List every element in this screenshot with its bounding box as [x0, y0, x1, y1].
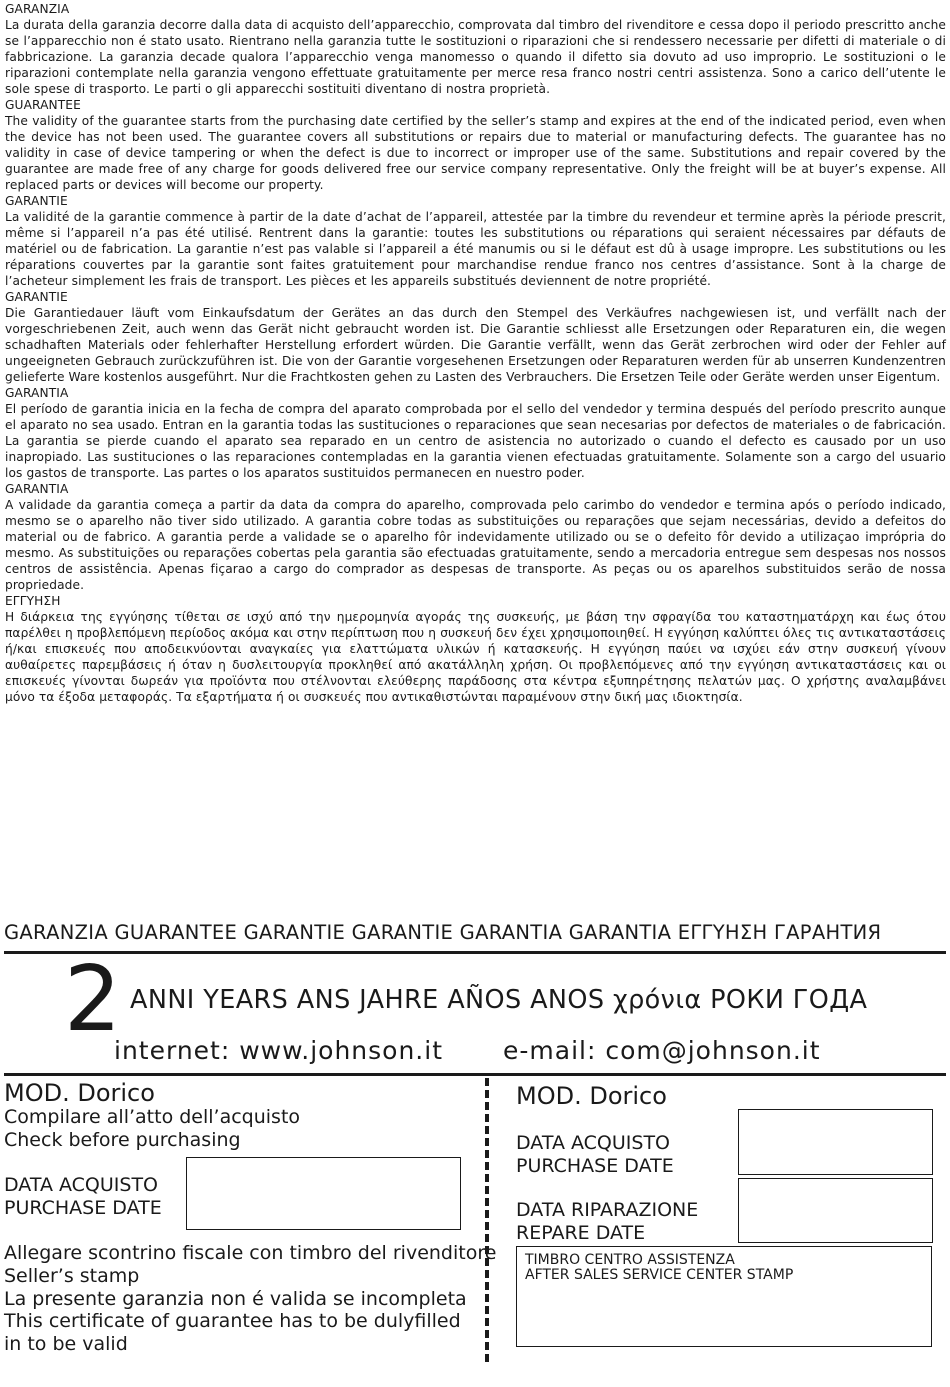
- internet-link[interactable]: internet: www.johnson.it: [114, 1036, 443, 1065]
- section-body: Die Garantiedauer läuft vom Einkaufsdatum der Gerätes an das durch den Stempel des Verkäufres nachgewiesen ist, und verfällt nach der vorgeschriebenen Zeit, auch wenn das Gerät nicht gebraucht worden ist. Die Garantie schliesst alle Ersetzungen oder Reparaturen ein, die wegen schadhaften Materials oder fehlerhafter Herstellung erfordert würden. Die Garantie verfällt, wenn das Gerät zerbrochen wird oder der Fehler auf ungeeigneten Gebrauch zurückzuführen ist. Die von der Garantie vorgesehenen Ersetzungen oder Reparaturen werden für ab unserren Kundenzentren gelieferte Ware kostenlos ausgeführt. Nur die Frachtkosten gehen zu Lasten des Verbrauchers. Die Ersetzen Teile oder Geräte werden unser Eigentum.: [5, 306, 946, 384]
- section-body: El período de garantia inicia en la fecha de compra del aparato comprobada por el sello del vendedor y termina después del período prescrito aunque el aparato no sea usado. Entran en la garantia todas las sustituciones o reparaciones que sean necesarias por defectos de materiales o de fabricación. La garantia se pierde cuando el aparato sea reparado en un centro de asistencia no autorizado o cuando el defecto es causado por un uso inapropiado. Las sustituciones o las reparaciones contempladas en la garantia vienen efectuadas gratuitamente. Solamente son a cargo del usuario los gastos de transporte. Las partes o los aparatos sustituidos permanecen en nuestro poder.: [5, 402, 946, 480]
- left-purchase-date-it: DATA ACQUISTO: [4, 1174, 159, 1196]
- stamp-label-it: TIMBRO CENTRO ASSISTENZA: [525, 1252, 735, 1268]
- section-body: The validity of the guarantee starts from the purchasing date certified by the seller’s stamp and expires at the end of the indicated period, even when the device has not been used. The guarantee covers all substitutions or repairs due to material or manufacturing defects. The guarantee has no validity in case of device tampering or when the defect is due to incorrect or improper use of the same. Substitutions and repair covered by the guarantee are made free of any charge for goods delivered free our service company representative. Only the freight will be at buyer’s expense. All replaced parts or devices will become our property.: [5, 114, 946, 192]
- section-heading: GARANTIA: [5, 386, 69, 400]
- repair-date-field[interactable]: [738, 1178, 933, 1243]
- right-purchase-date-field[interactable]: [738, 1109, 933, 1175]
- validity-it: La presente garanzia non é valida se incompleta: [4, 1288, 467, 1310]
- section-heading: ΕΓΓΥΗΣΗ: [5, 594, 61, 608]
- validity-en-2: in to be valid: [4, 1333, 128, 1355]
- section-body: La durata della garanzia decorre dalla data di acquisto dell’apparecchio, comprovata dal timbro del rivenditore e cessa dopo il periodo prescritto anche se l’apparecchio non é stato usato. Rientrano nella garanzia tutte le sostituzioni o riparazioni che si rendessero necessarie per difetti di materiale o di fabbricazione. La garanzia decade qualora l’apparecchio venga manomesso o quando il difetto sia dovuto ad uso improprio. Le sostituzioni o le riparazioni contemplate nella garanzia vengono effettuate gratuitamente per merce resa franco nostri centri assistenza. Sono a carico dell’utente le sole spese di trasporto. Le parti o gli apparecchi sostituiti diventano di nostra proprietà.: [5, 18, 946, 96]
- receipt-en: Seller’s stamp: [4, 1265, 140, 1287]
- right-model: MOD. Dorico: [516, 1082, 667, 1110]
- warranty-section-it: [5, 1, 946, 97]
- validity-en-1: This certificate of guarantee has to be dulyfilled: [4, 1310, 461, 1332]
- header-rule: [4, 951, 946, 954]
- section-body: La validité de la garantie commence à partir de la date d’achat de l’appareil, attestée par la timbre du revendeur et termine après la période prescrit, même si l’appareil n’a pas été utilisé. Rentrent dans la garantie: toutes les substitutions ou réparations qui seraient nécessaires par défauts de matériel ou de fabrication. La garantie n’est pas valable si l’appareil a été manumis ou si le défaut est dû à usage impropre. Les substitutions ou les réparations couvertes par la garantie sont faites gratuitement pour marchandise rendue franco nos centres d’assistance. Sont à la charge de l’acheteur simplement les frais de transport. Les pièces et les appareils substitués deviennent de notre propriété.: [5, 210, 946, 288]
- right-purchase-date-it: DATA ACQUISTO: [516, 1132, 671, 1154]
- warranty-section-es: [5, 385, 946, 481]
- instruction-it: Compilare all’atto dell’acquisto: [4, 1106, 301, 1128]
- right-purchase-date-en: PURCHASE DATE: [516, 1155, 674, 1177]
- section-heading: GARANTIA: [5, 482, 69, 496]
- card-header: GARANZIA GUARANTEE GARANTIE GARANTIE GARANTIA GARANTIA ΕΓΓΥΗΣΗ ГАРАНТИЯ: [4, 921, 882, 944]
- years-words: ANNI YEARS ANS JAHRE AÑOS ANOS χρόνια РОКИ ГОДА: [130, 985, 868, 1015]
- warranty-text-sections: [5, 1, 946, 705]
- stamp-label-en: AFTER SALES SERVICE CENTER STAMP: [525, 1267, 794, 1283]
- left-purchase-date-field[interactable]: [186, 1157, 461, 1230]
- repair-date-it: DATA RIPARAZIONE: [516, 1199, 699, 1221]
- repair-date-en: REPARE DATE: [516, 1222, 646, 1244]
- section-heading: GUARANTEE: [5, 98, 81, 112]
- warranty-section-de: [5, 289, 946, 385]
- contact-line: [114, 1036, 821, 1065]
- warranty-section-el: [5, 593, 946, 705]
- section-heading: GARANTIE: [5, 290, 68, 304]
- instruction-en: Check before purchasing: [4, 1129, 241, 1151]
- left-purchase-date-en: PURCHASE DATE: [4, 1197, 162, 1219]
- receipt-it: Allegare scontrino fiscale con timbro del rivenditore: [4, 1242, 497, 1264]
- section-body: A validade da garantia começa a partir da data da compra do aparelho, comprovada pelo carimbo do vendedor e termina após o período indicado, mesmo se o aparelho não tiver sido utilizado. A garantia cobre todas as substituições ou reparações que sejam necessárias, devido a defeitos do material ou de fabrico. A garantia perde a validade se o aparelho fôr indevidamente utilizado ou se o defeito fôr devido a utilizaçao imprópria do mesmo. As substituições ou reparações cobertas pela garantia são efectuadas gratuitamente, sendo a mercadoria entregue sem despesas nos nossos centros de assistência. Apenas fiçarao a cargo do comprador as despesas de transporte. As peças ou os aparelhos substituidos serão de nossa propriedade.: [5, 498, 946, 592]
- section-heading: GARANZIA: [5, 2, 70, 16]
- left-model: MOD. Dorico: [4, 1079, 155, 1107]
- warranty-section-fr: [5, 193, 946, 289]
- years-number: 2: [64, 947, 122, 1052]
- service-stamp-field[interactable]: [516, 1246, 932, 1347]
- cut-line-divider: [485, 1078, 489, 1362]
- email-link[interactable]: e-mail: com@johnson.it: [503, 1036, 821, 1065]
- warranty-section-en: [5, 97, 946, 193]
- section-heading: GARANTIE: [5, 194, 68, 208]
- stamp-label: [525, 1253, 793, 1283]
- contact-rule: [4, 1073, 946, 1076]
- section-body: Η διάρκεια της εγγύησης τίθεται σε ισχύ από την ημερομηνία αγοράς της συσκευής, με βάση την σφραγίδα του καταστηματάρχη και έως ότου παρέλθει η προβλεπόμενη περίοδος ακόμα και στην περίπτωση που η συσκευή δεν έχει χρησιμοποιηθεί. Η εγγύηση καλύπτει όλες τις αντικαταστάσεις ή/και επισκευές που αποδεικνύονται αναγκαίες για ελαττώματα υλικών ή κατασκευής. Η εγγύηση παύει να ισχύει εάν στην συσκευή γίνουν αυθαίρετες παρεμβάσεις ή όταν η δυσλειτουργία προκληθεί από ακατάλληλη χρήση. Οι προβλεπόμενες από την εγγύηση αντικαταστάσεις και οι επισκευές γίνονται δωρεάν για προϊόντα που στέλνονται ελεύθερης παράδοσης στα κέντρα εξυπηρέτησης πελατών μας. Ο χρήστης αναλαμβάνει μόνο τα έξοδα μεταφοράς. Τα εξαρτήματα ή οι συσκευές που αντικαθιστώνται παραμένουν στην δική μας ιδιοκτησία.: [5, 610, 946, 704]
- warranty-section-pt: [5, 481, 946, 593]
